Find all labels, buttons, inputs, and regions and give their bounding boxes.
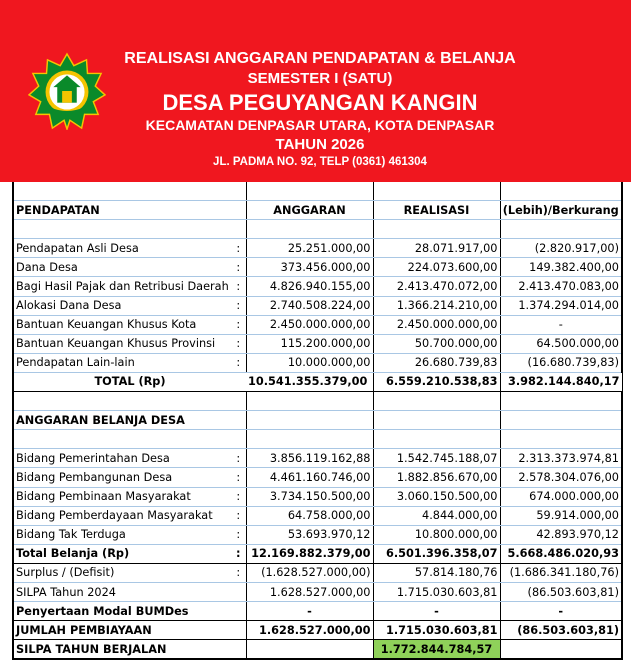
cell-realisasi: 1.542.745.188,07 — [373, 449, 500, 468]
cell-anggaran: 10.541.355.379,00 — [246, 372, 373, 391]
district-line: KECAMATAN DENPASAR UTARA, KOTA DENPASAR — [145, 117, 495, 133]
cell-selisih: - — [500, 315, 622, 334]
address-line: JL. PADMA NO. 92, TELP (0361) 461304 — [213, 156, 427, 168]
silpa-berjalan-row — [13, 640, 622, 660]
table-row — [13, 525, 622, 544]
silpa-2024-row — [13, 582, 622, 601]
cell-anggaran: 10.000.000,00 — [246, 353, 373, 372]
cell-anggaran: 25.251.000,00 — [246, 239, 373, 258]
table-row — [13, 392, 622, 411]
cell-selisih: 1.374.294.014,00 — [500, 296, 622, 315]
cell-anggaran: 115.200.000,00 — [246, 334, 373, 353]
cell-anggaran: 373.456.000,00 — [246, 258, 373, 277]
row-label: Bidang Pembinaan Masyarakat — [13, 487, 231, 506]
table-row — [13, 334, 622, 353]
colon: : — [231, 487, 246, 506]
cell-realisasi: 2.450.000.000,00 — [373, 315, 500, 334]
cell-anggaran: 53.693.970,12 — [246, 525, 373, 544]
table-row — [13, 487, 622, 506]
row-label: Bidang Pemberdayaan Masyarakat — [13, 506, 231, 525]
row-label: Bidang Pembangunan Desa — [13, 468, 231, 487]
colon: : — [231, 506, 246, 525]
row-label: Penyertaan Modal BUMDes — [13, 602, 231, 621]
title-line-1: REALISASI ANGGARAN PENDAPATAN & BELANJA — [124, 50, 516, 67]
table-row — [13, 220, 622, 239]
table-row — [13, 430, 622, 449]
colon: : — [231, 277, 246, 296]
row-label: Total Belanja (Rp) — [13, 544, 231, 563]
cell-selisih: (86.503.603,81) — [500, 582, 622, 601]
colon: : — [231, 525, 246, 544]
section-row — [13, 411, 622, 430]
cell-anggaran: 2.450.000.000,00 — [246, 315, 373, 334]
cell-anggaran: 2.740.508.224,00 — [246, 296, 373, 315]
cell-anggaran: 3.734.150.500,00 — [246, 487, 373, 506]
cell-selisih: 42.893.970,12 — [500, 525, 622, 544]
cell-realisasi: 4.844.000,00 — [373, 506, 500, 525]
bumdes-row — [13, 602, 622, 621]
section-title-pendapatan: PENDAPATAN — [13, 201, 231, 220]
cell-anggaran: 4.461.160.746,00 — [246, 468, 373, 487]
year-line: TAHUN 2026 — [275, 136, 365, 153]
cell-realisasi: 26.680.739,83 — [373, 353, 500, 372]
table-row — [13, 277, 622, 296]
table-row — [13, 506, 622, 525]
row-label: Pendapatan Lain-lain — [13, 353, 231, 372]
table-row — [13, 182, 622, 201]
cell-realisasi: 57.814.180,76 — [373, 563, 500, 582]
colon: : — [231, 449, 246, 468]
table-row — [13, 258, 622, 277]
cell-realisasi-highlight: 1.772.844.784,57 — [373, 640, 500, 660]
kemenag-emblem-icon — [28, 52, 106, 130]
table-row — [13, 449, 622, 468]
village-name: DESA PEGUYANGAN KANGIN — [162, 90, 478, 115]
cell-selisih: 5.668.486.020,93 — [500, 544, 622, 563]
row-label: Bidang Pemerintahan Desa — [13, 449, 231, 468]
colon: : — [231, 468, 246, 487]
cell-realisasi: 3.060.150.500,00 — [373, 487, 500, 506]
row-label: Bantuan Keuangan Khusus Kota — [13, 315, 231, 334]
cell-selisih: (86.503.603,81) — [500, 621, 622, 640]
row-label: Bidang Tak Terduga — [13, 525, 231, 544]
cell-selisih: 2.313.373.974,81 — [500, 449, 622, 468]
cell-selisih: 149.382.400,00 — [500, 258, 622, 277]
row-label: Bagi Hasil Pajak dan Retribusi Daerah — [13, 277, 231, 296]
header-banner — [0, 0, 631, 182]
colon: : — [231, 239, 246, 258]
colon: : — [231, 315, 246, 334]
cell-selisih: 2.578.304.076,00 — [500, 468, 622, 487]
colon: : — [231, 353, 246, 372]
row-label: Dana Desa — [13, 258, 231, 277]
cell-realisasi: 1.366.214.210,00 — [373, 296, 500, 315]
cell-selisih: (16.680.739,83) — [500, 353, 622, 372]
cell-realisasi: 2.413.470.072,00 — [373, 277, 500, 296]
cell-realisasi: - — [373, 602, 500, 621]
total-belanja-row — [13, 544, 622, 563]
section-title-belanja: ANGGARAN BELANJA DESA — [13, 411, 231, 430]
cell-anggaran: 1.628.527.000,00 — [246, 582, 373, 601]
budget-table — [12, 182, 623, 660]
table-row — [13, 315, 622, 334]
cell-selisih: 3.982.144.840,17 — [500, 372, 622, 391]
col-header-anggaran: ANGGARAN — [246, 201, 373, 220]
cell-anggaran: (1.628.527.000,00) — [246, 563, 373, 582]
row-label: SILPA TAHUN BERJALAN — [13, 640, 231, 660]
pembiayaan-row — [13, 621, 622, 640]
cell-selisih: (1.686.341.180,76) — [500, 563, 622, 582]
colon: : — [231, 296, 246, 315]
cell-realisasi: 50.700.000,00 — [373, 334, 500, 353]
cell-selisih: 64.500.000,00 — [500, 334, 622, 353]
colon: : — [231, 334, 246, 353]
cell-anggaran: 1.628.527.000,00 — [246, 621, 373, 640]
surplus-row — [13, 563, 622, 582]
cell-realisasi: 1.715.030.603,81 — [373, 621, 500, 640]
cell-realisasi: 1.715.030.603,81 — [373, 582, 500, 601]
colon: : — [231, 544, 246, 563]
cell-anggaran: 64.758.000,00 — [246, 506, 373, 525]
row-label: SILPA Tahun 2024 — [13, 582, 231, 601]
colon: : — [231, 563, 246, 582]
table-row — [13, 239, 622, 258]
row-label: Surplus / (Defisit) — [13, 563, 231, 582]
row-label: Pendapatan Asli Desa — [13, 239, 231, 258]
total-label: TOTAL (Rp) — [13, 372, 246, 391]
col-header-selisih: (Lebih)/Berkurang — [500, 201, 622, 220]
cell-anggaran: - — [246, 602, 373, 621]
table-header-row — [13, 201, 622, 220]
cell-realisasi: 6.501.396.358,07 — [373, 544, 500, 563]
cell-realisasi: 1.882.856.670,00 — [373, 468, 500, 487]
row-label: Alokasi Dana Desa — [13, 296, 231, 315]
title-line-2: SEMESTER I (SATU) — [247, 70, 393, 87]
cell-anggaran: 4.826.940.155,00 — [246, 277, 373, 296]
table-row — [13, 296, 622, 315]
cell-selisih: 2.413.470.083,00 — [500, 277, 622, 296]
cell-realisasi: 10.800.000,00 — [373, 525, 500, 544]
total-row — [13, 372, 622, 391]
row-label: Bantuan Keuangan Khusus Provinsi — [13, 334, 231, 353]
table-row — [13, 353, 622, 372]
cell-selisih: (2.820.917,00) — [500, 239, 622, 258]
table-row — [13, 468, 622, 487]
colon: : — [231, 258, 246, 277]
cell-selisih: 59.914.000,00 — [500, 506, 622, 525]
row-label: JUMLAH PEMBIAYAAN — [13, 621, 231, 640]
cell-realisasi: 6.559.210.538,83 — [373, 372, 500, 391]
cell-realisasi: 224.073.600,00 — [373, 258, 500, 277]
cell-anggaran: 3.856.119.162,88 — [246, 449, 373, 468]
cell-realisasi: 28.071.917,00 — [373, 239, 500, 258]
cell-selisih: 674.000.000,00 — [500, 487, 622, 506]
cell-anggaran: 12.169.882.379,00 — [246, 544, 373, 563]
col-header-realisasi: REALISASI — [373, 201, 500, 220]
cell-selisih: - — [500, 602, 622, 621]
